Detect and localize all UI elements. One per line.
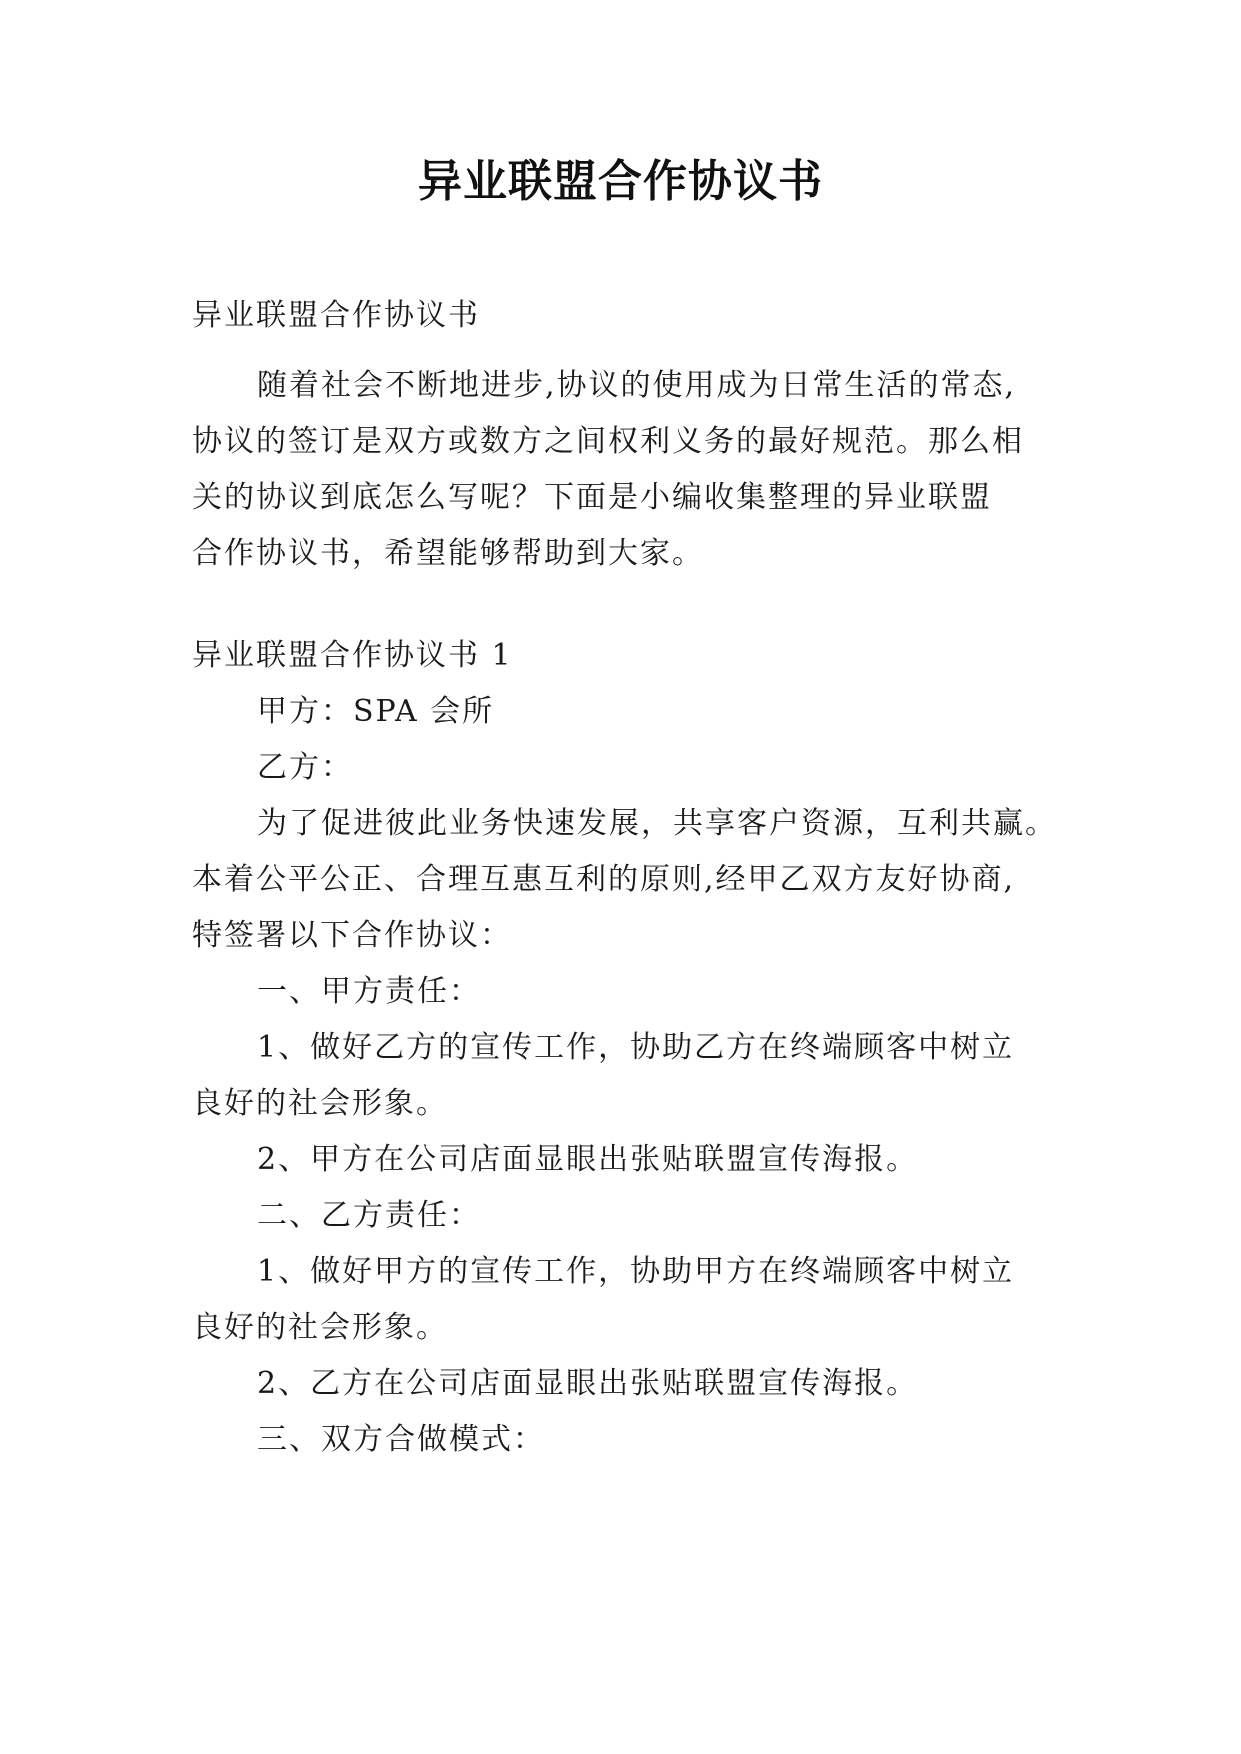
clause-line: 1、做好乙方的宣传工作，协助乙方在终端顾客中树立 xyxy=(257,1030,1015,1065)
clause-heading: 一、甲方责任： xyxy=(257,974,481,1009)
clause-heading: 三、双方合做模式： xyxy=(257,1422,545,1457)
section-heading: 异业联盟合作协议书 1 xyxy=(192,638,513,673)
intro-line: 合作协议书，希望能够帮助到大家。 xyxy=(192,536,704,571)
document-title: 异业联盟合作协议书 xyxy=(418,156,823,207)
clause-line: 2、甲方在公司店面显眼出张贴联盟宣传海报。 xyxy=(257,1142,919,1177)
purpose-line: 本着公平公正、合理互惠互利的原则,经甲乙双方友好协商, xyxy=(192,862,1016,897)
clause-line: 1、做好甲方的宣传工作，协助甲方在终端顾客中树立 xyxy=(257,1254,1015,1289)
intro-line: 随着社会不断地进步,协议的使用成为日常生活的常态, xyxy=(257,368,1017,403)
clause-line: 2、乙方在公司店面显眼出张贴联盟宣传海报。 xyxy=(257,1366,919,1401)
clause-line: 良好的社会形象。 xyxy=(192,1086,448,1121)
party-a-line: 甲方：SPA 会所 xyxy=(257,694,495,729)
party-b-line: 乙方： xyxy=(257,750,353,785)
subtitle-line: 异业联盟合作协议书 xyxy=(192,298,480,333)
purpose-line: 特签署以下合作协议： xyxy=(192,918,512,953)
intro-line: 协议的签订是双方或数方之间权利义务的最好规范。那么相 xyxy=(192,424,1024,459)
clause-heading: 二、乙方责任： xyxy=(257,1198,481,1233)
purpose-line: 为了促进彼此业务快速发展，共享客户资源，互利共赢。 xyxy=(257,806,1057,841)
clause-line: 良好的社会形象。 xyxy=(192,1310,448,1345)
intro-line: 关的协议到底怎么写呢？下面是小编收集整理的异业联盟 xyxy=(192,480,992,515)
